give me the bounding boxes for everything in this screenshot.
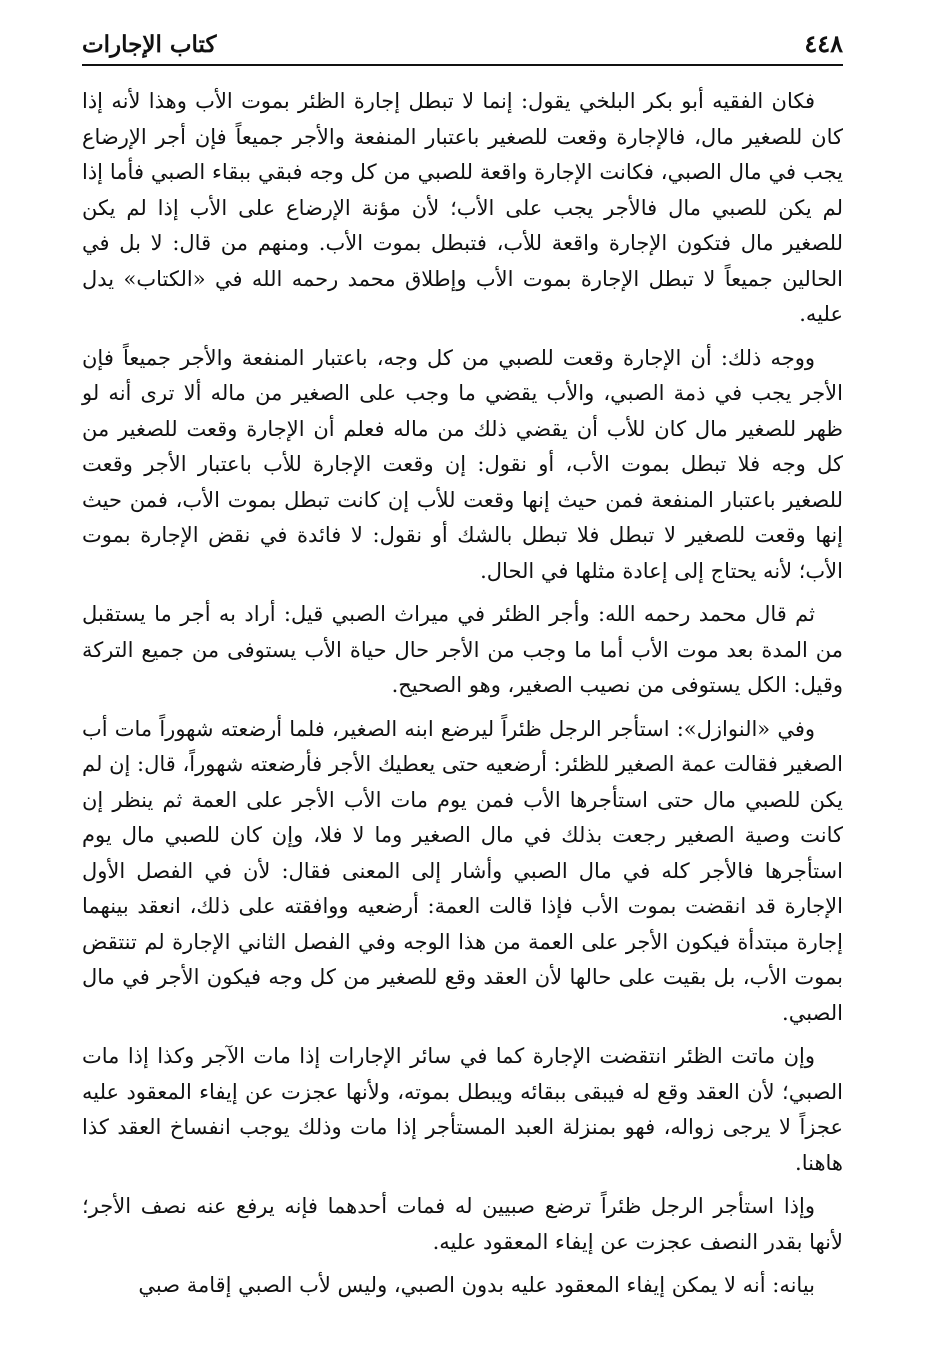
paragraph: ووجه ذلك: أن الإجارة وقعت للصبي من كل وجه، باعتبار المنفعة والأجر جميعاً فإن الأجر يجب في ذمة الصبي، والأب يقضي ما وجب على الصغير من ماله ألا ترى أنه لو ظهر للصغير مال كان للأب أن يقضي ذلك من ماله فعلم أن الإجارة وقعت للصغير من كل وجه فلا تبطل بموت الأب، أو نقول: إن وقعت الإجارة للأب باعتبار الأجر وقعت للصغير باعتبار المنفعة فمن حيث إنها وقعت للأب إن كانت تبطل بموت الأب، فمن حيث إنها وقعت للصغير لا تبطل فلا تبطل بالشك أو نقول: لا فائدة في نقض الإجارة بموت الأب؛ لأنه يحتاج إلى إعادة مثلها في الحال. <box>82 345 843 583</box>
paragraph: وإذا استأجر الرجل ظئراً ترضع صبيين له فمات أحدهما فإنه يرفع عنه نصف الأجر؛ لأنها بقدر النصف عجزت عن إيفاء المعقود عليه. <box>82 1194 843 1254</box>
running-title: كتاب الإجارات <box>82 31 217 58</box>
page-header <box>82 22 843 66</box>
paragraph: وإن ماتت الظئر انتقضت الإجارة كما في سائر الإجارات إذا مات الآجر وكذا إذا مات الصبي؛ لأن العقد وقع له فيبقى ببقائه ويبطل بموته، ولأنها عجزت عن إيفاء المعقود عليه عجزاً لا يرجى زواله، فهو بمنزلة العبد المستأجر إذا مات وذلك يوجب انفساخ العقد كذا هاهنا. <box>82 1044 843 1175</box>
body-text <box>82 84 843 1304</box>
paragraph: وفي «النوازل»: استأجر الرجل ظئراً ليرضع ابنه الصغير، فلما أرضعته شهوراً مات أب الصغير فقالت عمة الصغير للظئر: أرضعيه حتى يعطيك الأجر فأرضعته شهوراً، قال: إن لم يكن للصبي مال حتى استأجرها الأب فمن يوم مات الأب الأجر على العمة ثم ينظر إن كانت وصية الصغير رجعت بذلك في مال الصغير وما لا فلا، وإن كان للصبي مال يوم استأجرها فالأجر كله في مال الصبي وأشار إلى المعنى فقال: لأن في الفصل الأول الإجارة قد انقضت بموت الأب فإذا قالت العمة: أرضعيه ووافقته على ذلك، انعقد بينهما إجارة مبتدأة فيكون الأجر على العمة من هذا الوجه وفي الفصل الثاني الإجارة لم تنتقض بموت الأب، بل بقيت على حالها لأن العقد وقع للصغير من كل وجه فيكون الأجر في مال الصبي. <box>82 716 843 1025</box>
paragraph: فكان الفقيه أبو بكر البلخي يقول: إنما لا تبطل إجارة الظئر بموت الأب وهذا لأنه إذا كان للصغير مال، فالإجارة وقعت للصغير باعتبار المنفعة والأجر جميعاً فإن أجر الإرضاع يجب في مال الصبي، فكانت الإجارة واقعة للصبي من كل وجه فبقي ببقاء الصبي فأما إذا لم يكن للصبي مال فالأجر يجب على الأب؛ لأن مؤنة الإرضاع على الأب إذا لم يكن للصغير مال فتكون الإجارة واقعة للأب، فتبطل بموت الأب. ومنهم من قال: لا بل في الحالين جميعاً لا تبطل الإجارة بموت الأب وإطلاق محمد رحمه الله في «الكتاب» يدل عليه. <box>82 89 843 326</box>
paragraph: بيانه: أنه لا يمكن إيفاء المعقود عليه بدون الصبي، وليس لأب الصبي إقامة صبي <box>138 1273 815 1297</box>
paragraph: ثم قال محمد رحمه الله: وأجر الظئر في ميراث الصبي قيل: أراد به أجر ما يستقبل من المدة بعد موت الأب أما ما وجب من الأجر حال حياة الأب يستوفى من جميع التركة وقيل: الكل يستوفى من نصيب الصغير، وهو الصحيح. <box>82 602 843 697</box>
page-number: ٤٤٨ <box>804 29 843 58</box>
